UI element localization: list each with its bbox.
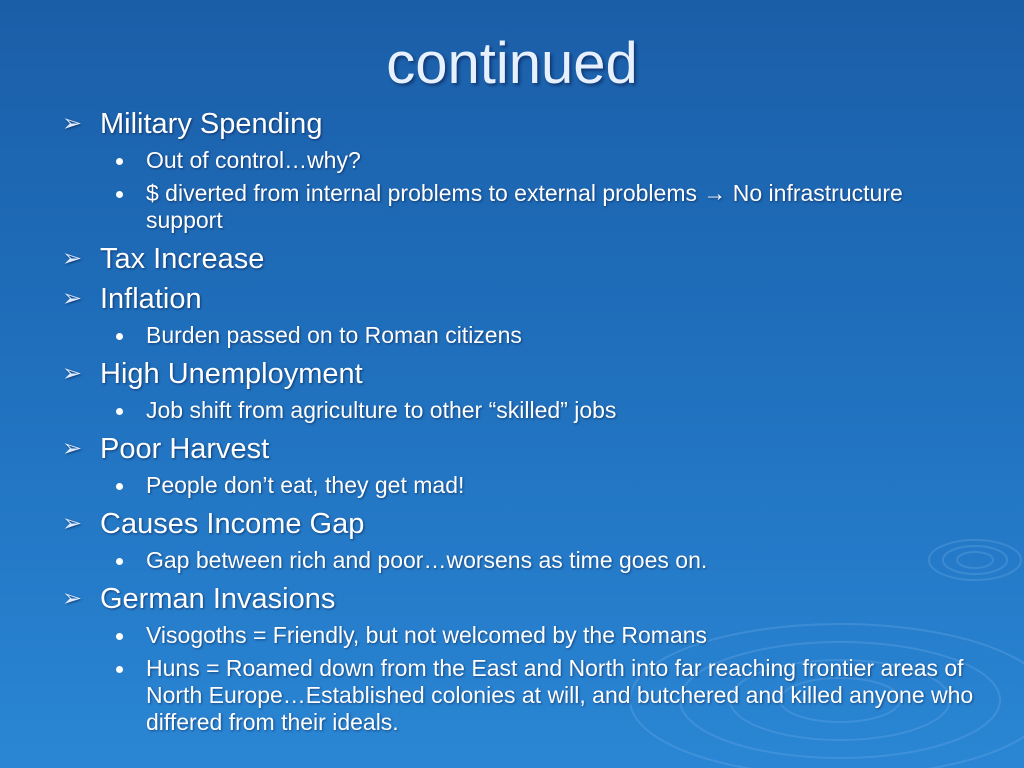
dot-bullet-icon xyxy=(116,408,123,415)
arrowhead-bullet-icon: ➢ xyxy=(62,285,83,312)
dot-bullet-icon xyxy=(116,483,123,490)
dot-bullet-icon xyxy=(116,158,123,165)
dot-bullet-icon xyxy=(116,333,123,340)
sub-bullet xyxy=(146,472,982,499)
arrowhead-bullet-icon: ➢ xyxy=(62,435,83,462)
slide-title: continued xyxy=(386,31,638,96)
arrowhead-bullet-icon: ➢ xyxy=(62,510,83,537)
sub-bullet-text: Out of control…why? xyxy=(146,147,361,173)
sub-bullet-text: People don’t eat, they get mad! xyxy=(146,472,465,498)
bullet-poor-harvest xyxy=(62,432,982,466)
sub-bullet xyxy=(146,180,982,234)
sub-bullet-text: Job shift from agriculture to other “skilled” jobs xyxy=(146,397,617,423)
bullet-text: German Invasions xyxy=(100,583,336,615)
sub-bullet-text: Gap between rich and poor…worsens as time goes on. xyxy=(146,547,708,573)
bullet-list xyxy=(62,104,982,736)
sub-bullet xyxy=(146,397,982,424)
bullet-german-invasions xyxy=(62,582,982,616)
arrowhead-bullet-icon: ➢ xyxy=(62,585,83,612)
bullet-text: Poor Harvest xyxy=(100,433,270,465)
sub-bullet-text: $ diverted from internal problems to external problems → No infrastructure support xyxy=(146,180,903,233)
bullet-text: Inflation xyxy=(100,283,202,315)
sub-bullet-text: Huns = Roamed down from the East and North into far reaching frontier areas of North Europe…Established colonies at will, and butchered and killed anyone who differed from their ideals. xyxy=(146,655,974,735)
dot-bullet-icon xyxy=(116,666,123,673)
bullet-text: Tax Increase xyxy=(100,243,265,275)
dot-bullet-icon xyxy=(116,633,123,640)
sub-bullet-text: Burden passed on to Roman citizens xyxy=(146,322,522,348)
sub-bullet xyxy=(146,655,982,736)
arrowhead-bullet-icon: ➢ xyxy=(62,245,83,272)
sub-bullet xyxy=(146,622,982,649)
bullet-text: Causes Income Gap xyxy=(100,508,365,540)
dot-bullet-icon xyxy=(116,558,123,565)
bullet-high-unemployment xyxy=(62,357,982,391)
sub-bullet-text: Visogoths = Friendly, but not welcomed by the Romans xyxy=(146,622,708,648)
bullet-military-spending xyxy=(62,107,982,141)
arrowhead-bullet-icon: ➢ xyxy=(62,360,83,387)
bullet-inflation xyxy=(62,282,982,316)
bullet-causes-income-gap xyxy=(62,507,982,541)
bullet-text: Military Spending xyxy=(100,108,323,140)
sub-bullet xyxy=(146,147,982,174)
bullet-tax-increase xyxy=(62,242,982,276)
sub-bullet xyxy=(146,322,982,349)
dot-bullet-icon xyxy=(116,191,123,198)
sub-bullet xyxy=(146,547,982,574)
arrowhead-bullet-icon: ➢ xyxy=(62,110,83,137)
bullet-text: High Unemployment xyxy=(100,358,363,390)
